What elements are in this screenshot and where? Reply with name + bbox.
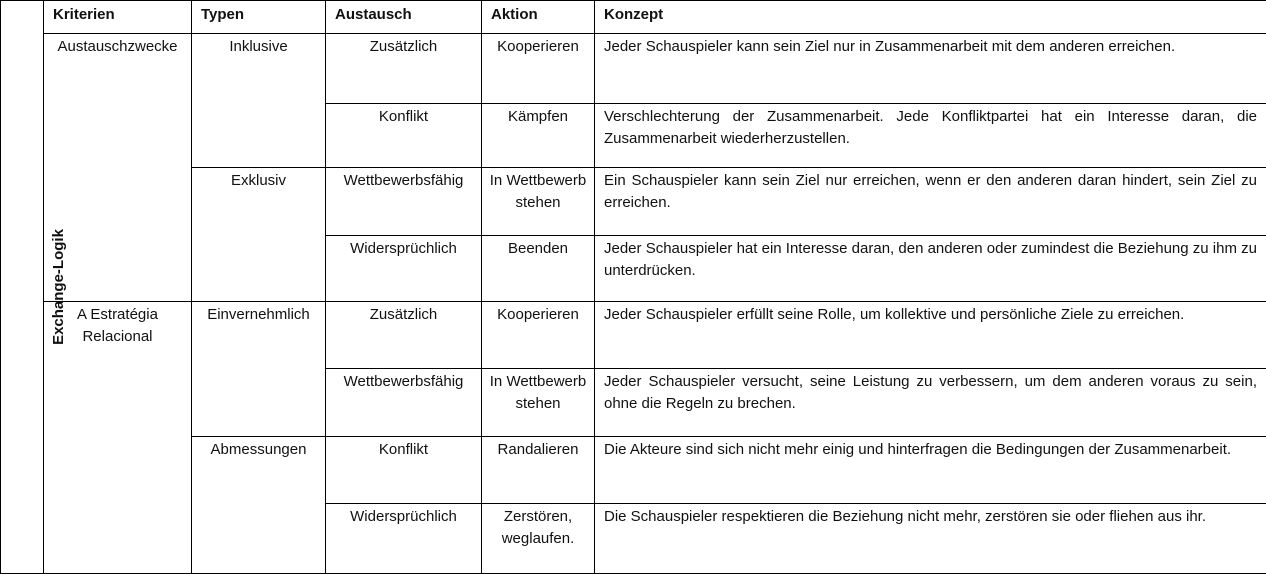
austausch-cell: Widersprüchlich [326,504,482,574]
austausch-cell: Konflikt [326,104,482,168]
kriterium-cell: Austauschzwecke [44,34,192,302]
aktion-cell: Kämpfen [482,104,595,168]
austausch-cell: Wettbewerbsfähig [326,369,482,437]
kriterium-cell: A Estratégia Relacional [44,302,192,574]
konzept-cell: Jeder Schauspieler hat ein Interesse daran, den anderen oder zumindest die Beziehung zu ihm zu unterdrücken. [595,236,1266,302]
aktion-cell: Randalieren [482,437,595,504]
table-row [1,302,1266,369]
header-kriterien: Kriterien [44,1,192,34]
austausch-cell: Widersprüchlich [326,236,482,302]
konzept-cell: Ein Schauspieler kann sein Ziel nur erreichen, wenn er den anderen daran hindert, sein Ziel zu erreichen. [595,168,1266,236]
header-row [1,1,1266,34]
aktion-cell: In Wettbewerb stehen [482,369,595,437]
table-row [1,34,1266,104]
side-label-cell [1,1,44,574]
header-konzept: Konzept [595,1,1266,34]
austausch-cell: Zusätzlich [326,34,482,104]
typ-cell: Exklusiv [192,168,326,302]
typ-cell: Einvernehmlich [192,302,326,437]
typ-cell: Abmessungen [192,437,326,574]
header-aktion: Aktion [482,1,595,34]
aktion-cell: Kooperieren [482,34,595,104]
header-austausch: Austausch [326,1,482,34]
austausch-cell: Wettbewerbsfähig [326,168,482,236]
aktion-cell: Zerstören, weglaufen. [482,504,595,574]
aktion-cell: In Wettbewerb stehen [482,168,595,236]
konzept-cell: Verschlechterung der Zusammenarbeit. Jede Konfliktpartei hat ein Interesse daran, die Zusammenarbeit wiederherzustellen. [595,104,1266,168]
austausch-cell: Konflikt [326,437,482,504]
aktion-cell: Beenden [482,236,595,302]
typ-cell: Inklusive [192,34,326,168]
side-label: Exchange-Logik [48,229,70,345]
aktion-cell: Kooperieren [482,302,595,369]
konzept-cell: Die Schauspieler respektieren die Beziehung nicht mehr, zerstören sie oder fliehen aus ihr. [595,504,1266,574]
austausch-cell: Zusätzlich [326,302,482,369]
konzept-cell: Jeder Schauspieler erfüllt seine Rolle, um kollektive und persönliche Ziele zu erreichen. [595,302,1266,369]
konzept-cell: Jeder Schauspieler versucht, seine Leistung zu verbessern, um dem anderen voraus zu sein, ohne die Regeln zu brechen. [595,369,1266,437]
konzept-cell: Jeder Schauspieler kann sein Ziel nur in Zusammenarbeit mit dem anderen erreichen. [595,34,1266,104]
header-typen: Typen [192,1,326,34]
konzept-cell: Die Akteure sind sich nicht mehr einig und hinterfragen die Bedingungen der Zusammenarbeit. [595,437,1266,504]
